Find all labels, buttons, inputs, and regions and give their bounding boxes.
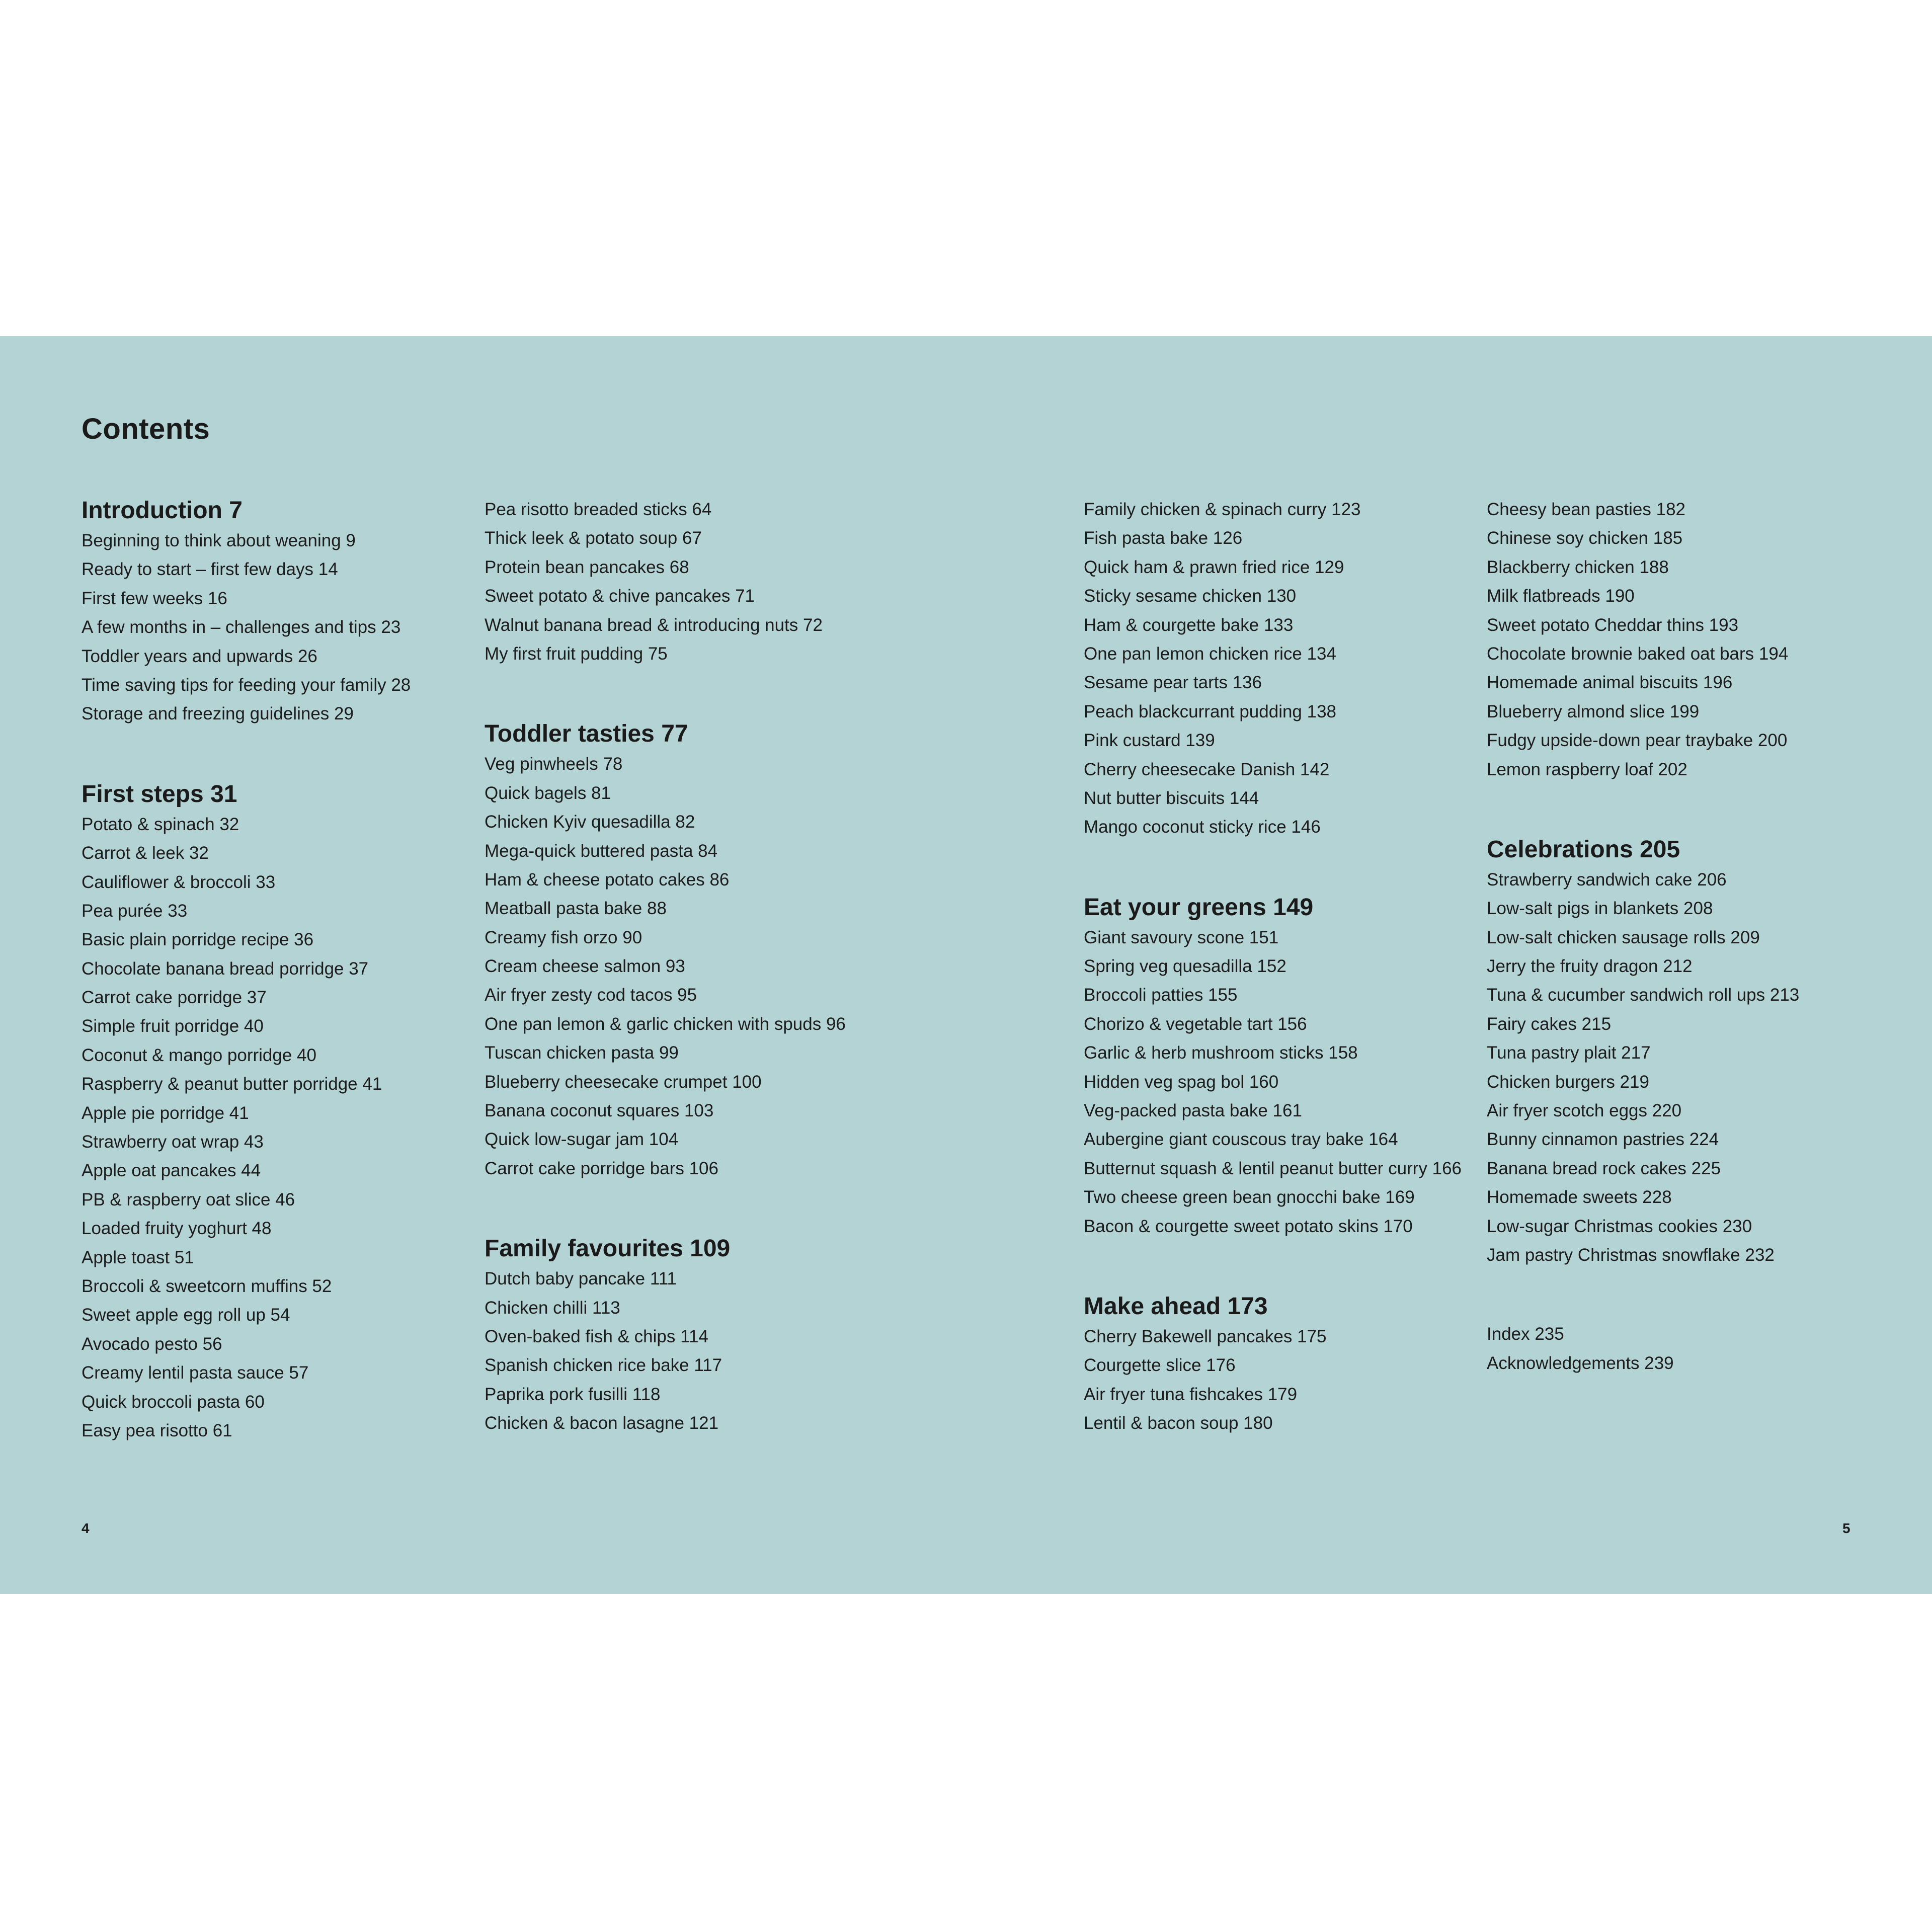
section-heading: Toddler tasties 77 <box>485 720 688 748</box>
contents-entry: Cream cheese salmon 93 <box>485 956 685 977</box>
contents-entry: Lemon raspberry loaf 202 <box>1487 759 1687 779</box>
contents-column-2 <box>485 495 867 1438</box>
contents-entry: Oven-baked fish & chips 114 <box>485 1326 708 1346</box>
entry-list <box>485 1264 867 1437</box>
contents-entry: Chicken Kyiv quesadilla 82 <box>485 812 695 832</box>
contents-entry: Ham & courgette bake 133 <box>1084 615 1294 635</box>
contents-entry: Nut butter biscuits 144 <box>1084 788 1259 808</box>
contents-entry: Pea risotto breaded sticks 64 <box>485 500 712 519</box>
contents-entry: Chocolate banana bread porridge 37 <box>82 958 369 979</box>
contents-entry: Milk flatbreads 190 <box>1487 586 1635 606</box>
contents-entry: Chocolate brownie baked oat bars 194 <box>1487 643 1789 664</box>
contents-entry: Butternut squash & lentil peanut butter curry 166 <box>1084 1158 1462 1178</box>
section-spacer <box>1084 1241 1466 1291</box>
contents-entry: One pan lemon & garlic chicken with spuds 96 <box>485 1014 846 1034</box>
section-heading: First steps 31 <box>82 780 237 808</box>
section-heading: Introduction 7 <box>82 497 243 524</box>
contents-entry: Air fryer zesty cod tacos 95 <box>485 985 697 1005</box>
contents-entry: Index 235 <box>1487 1324 1564 1344</box>
contents-entry: Veg-packed pasta bake 161 <box>1084 1101 1302 1121</box>
contents-entry: Two cheese green bean gnocchi bake 169 <box>1084 1187 1415 1208</box>
contents-entry: Apple pie porridge 41 <box>82 1103 249 1123</box>
contents-section <box>1084 495 1466 842</box>
page-title: Contents <box>82 413 210 445</box>
contents-entry: Veg pinwheels 78 <box>485 754 623 774</box>
contents-entry: Family chicken & spinach curry 123 <box>1084 500 1361 519</box>
contents-entry: Toddler years and upwards 26 <box>82 646 317 666</box>
contents-entry: Blueberry almond slice 199 <box>1487 701 1700 721</box>
contents-entry: Hidden veg spag bol 160 <box>1084 1072 1279 1092</box>
contents-entry: Apple oat pancakes 44 <box>82 1161 261 1181</box>
contents-entry: My first fruit pudding 75 <box>485 643 668 664</box>
contents-entry: Quick bagels 81 <box>485 783 611 803</box>
contents-section <box>485 1233 867 1437</box>
contents-entry: Fairy cakes 215 <box>1487 1014 1612 1034</box>
contents-entry: Ham & cheese potato cakes 86 <box>485 869 730 890</box>
contents-entry: Basic plain porridge recipe 36 <box>82 930 314 950</box>
section-spacer <box>1084 842 1466 892</box>
contents-entry: Sesame pear tarts 136 <box>1084 673 1262 693</box>
contents-entry: Acknowledgements 239 <box>1487 1353 1674 1373</box>
contents-entry: Chicken & bacon lasagne 121 <box>485 1413 719 1433</box>
contents-section <box>82 495 464 729</box>
entry-list <box>1487 865 1899 1269</box>
contents-entry: Cherry cheesecake Danish 142 <box>1084 759 1330 779</box>
contents-entry: Thick leek & potato soup 67 <box>485 528 702 548</box>
contents-entry: Dutch baby pancake 111 <box>485 1269 677 1289</box>
contents-entry: Creamy lentil pasta sauce 57 <box>82 1363 309 1383</box>
contents-entry: Spanish chicken rice bake 117 <box>485 1355 722 1376</box>
contents-entry: Tuna pastry plait 217 <box>1487 1043 1651 1063</box>
contents-entry: Simple fruit porridge 40 <box>82 1016 264 1036</box>
contents-entry: Sticky sesame chicken 130 <box>1084 586 1297 606</box>
contents-entry: Apple toast 51 <box>82 1247 194 1267</box>
section-spacer <box>485 668 867 718</box>
page-number-right: 5 <box>1842 1520 1850 1536</box>
contents-entry: Time saving tips for feeding your family 28 <box>82 675 411 695</box>
contents-entry: Broccoli & sweetcorn muffins 52 <box>82 1276 332 1296</box>
contents-entry: Fudgy upside-down pear traybake 200 <box>1487 731 1788 751</box>
section-spacer <box>1487 784 1899 834</box>
contents-entry: Beginning to think about weaning 9 <box>82 531 356 550</box>
entry-list <box>82 526 464 729</box>
contents-entry: Chinese soy chicken 185 <box>1487 528 1683 548</box>
contents-entry: Bunny cinnamon pastries 224 <box>1487 1130 1719 1150</box>
contents-entry: Chicken chilli 113 <box>485 1298 620 1318</box>
contents-section <box>82 779 464 1445</box>
contents-entry: Aubergine giant couscous tray bake 164 <box>1084 1130 1398 1150</box>
contents-entry: Walnut banana bread & introducing nuts 72 <box>485 615 823 635</box>
contents-entry: Strawberry sandwich cake 206 <box>1487 869 1727 890</box>
contents-entry: Avocado pesto 56 <box>82 1334 222 1354</box>
contents-entry: Peach blackcurrant pudding 138 <box>1084 701 1337 721</box>
contents-column-4 <box>1487 495 1899 1378</box>
contents-entry: Sweet potato & chive pancakes 71 <box>485 586 755 606</box>
entry-list <box>82 810 464 1445</box>
contents-entry: A few months in – challenges and tips 23 <box>82 617 401 637</box>
contents-entry: Strawberry oat wrap 43 <box>82 1132 264 1152</box>
section-spacer <box>82 729 464 779</box>
section-heading: Family favourites 109 <box>485 1235 731 1262</box>
contents-entry: Jerry the fruity dragon 212 <box>1487 956 1693 977</box>
entry-list <box>485 495 867 668</box>
contents-entry: Banana coconut squares 103 <box>485 1101 714 1121</box>
contents-entry: Easy pea risotto 61 <box>82 1420 232 1440</box>
contents-entry: Bacon & courgette sweet potato skins 170 <box>1084 1216 1413 1236</box>
contents-section <box>1084 1291 1466 1438</box>
section-heading: Celebrations 205 <box>1487 836 1680 863</box>
contents-entry: Paprika pork fusilli 118 <box>485 1384 661 1404</box>
contents-section <box>485 495 867 668</box>
contents-entry: Air fryer scotch eggs 220 <box>1487 1101 1682 1121</box>
entry-list <box>1084 495 1466 842</box>
contents-entry: Lentil & bacon soup 180 <box>1084 1413 1273 1433</box>
section-heading: Eat your greens 149 <box>1084 894 1314 921</box>
contents-entry: Banana bread rock cakes 225 <box>1487 1158 1721 1178</box>
contents-entry: Low-salt pigs in blankets 208 <box>1487 899 1713 919</box>
contents-entry: Ready to start – first few days 14 <box>82 559 338 580</box>
contents-entry: Carrot cake porridge bars 106 <box>485 1158 718 1178</box>
contents-entry: Fish pasta bake 126 <box>1084 528 1243 548</box>
contents-entry: Cauliflower & broccoli 33 <box>82 872 276 892</box>
contents-entry: Spring veg quesadilla 152 <box>1084 956 1286 977</box>
contents-entry: Carrot cake porridge 37 <box>82 988 267 1008</box>
contents-entry: Quick ham & prawn fried rice 129 <box>1084 557 1344 577</box>
contents-entry: Sweet potato Cheddar thins 193 <box>1487 615 1739 635</box>
entry-list <box>1487 495 1899 784</box>
contents-entry: Tuscan chicken pasta 99 <box>485 1043 679 1063</box>
contents-entry: Creamy fish orzo 90 <box>485 927 642 947</box>
contents-entry: Giant savoury scone 151 <box>1084 927 1279 947</box>
page-number-left: 4 <box>82 1520 90 1536</box>
contents-entry: Pink custard 139 <box>1084 731 1215 751</box>
contents-entry: Blueberry cheesecake crumpet 100 <box>485 1072 762 1092</box>
contents-spread <box>0 336 1932 1594</box>
contents-entry: Quick broccoli pasta 60 <box>82 1392 265 1412</box>
contents-entry: Carrot & leek 32 <box>82 843 209 863</box>
contents-entry: One pan lemon chicken rice 134 <box>1084 643 1336 664</box>
contents-entry: Cherry Bakewell pancakes 175 <box>1084 1326 1327 1346</box>
contents-entry: Air fryer tuna fishcakes 179 <box>1084 1384 1298 1404</box>
contents-entry: Mango coconut sticky rice 146 <box>1084 817 1321 837</box>
contents-entry: Low-salt chicken sausage rolls 209 <box>1487 927 1760 947</box>
contents-entry: Tuna & cucumber sandwich roll ups 213 <box>1487 985 1800 1005</box>
contents-entry: Blackberry chicken 188 <box>1487 557 1669 577</box>
entry-list <box>1487 1320 1899 1378</box>
contents-entry: Mega-quick buttered pasta 84 <box>485 841 718 861</box>
contents-entry: Quick low-sugar jam 104 <box>485 1130 679 1150</box>
contents-entry: Chicken burgers 219 <box>1487 1072 1649 1092</box>
contents-column-1 <box>82 495 464 1445</box>
contents-section <box>1487 834 1899 1269</box>
contents-entry: Loaded fruity yoghurt 48 <box>82 1219 272 1239</box>
contents-entry: PB & raspberry oat slice 46 <box>82 1189 295 1210</box>
contents-entry: Homemade animal biscuits 196 <box>1487 673 1733 693</box>
contents-entry: Low-sugar Christmas cookies 230 <box>1487 1216 1752 1236</box>
entry-list <box>1084 1322 1466 1438</box>
contents-entry: Broccoli patties 155 <box>1084 985 1238 1005</box>
contents-entry: Jam pastry Christmas snowflake 232 <box>1487 1245 1775 1265</box>
contents-entry: Potato & spinach 32 <box>82 814 239 834</box>
section-spacer <box>1487 1269 1899 1320</box>
entry-list <box>1084 923 1466 1241</box>
contents-entry: Courgette slice 176 <box>1084 1355 1236 1376</box>
contents-entry: Chorizo & vegetable tart 156 <box>1084 1014 1307 1034</box>
contents-section <box>1487 495 1899 784</box>
section-spacer <box>485 1183 867 1233</box>
contents-entry: Cheesy bean pasties 182 <box>1487 500 1685 519</box>
contents-section <box>485 718 867 1183</box>
contents-entry: Pea purée 33 <box>82 901 188 921</box>
contents-column-3 <box>1084 495 1466 1438</box>
contents-entry: Meatball pasta bake 88 <box>485 899 667 919</box>
contents-entry: Homemade sweets 228 <box>1487 1187 1672 1208</box>
contents-entry: Protein bean pancakes 68 <box>485 557 689 577</box>
contents-entry: Raspberry & peanut butter porridge 41 <box>82 1074 382 1094</box>
section-heading: Make ahead 173 <box>1084 1293 1268 1320</box>
entry-list <box>485 750 867 1183</box>
contents-entry: Sweet apple egg roll up 54 <box>82 1305 290 1325</box>
contents-section <box>1487 1320 1899 1378</box>
contents-entry: First few weeks 16 <box>82 588 227 608</box>
contents-entry: Storage and freezing guidelines 29 <box>82 704 354 724</box>
contents-section <box>1084 892 1466 1241</box>
contents-entry: Garlic & herb mushroom sticks 158 <box>1084 1043 1358 1063</box>
contents-entry: Coconut & mango porridge 40 <box>82 1045 316 1065</box>
